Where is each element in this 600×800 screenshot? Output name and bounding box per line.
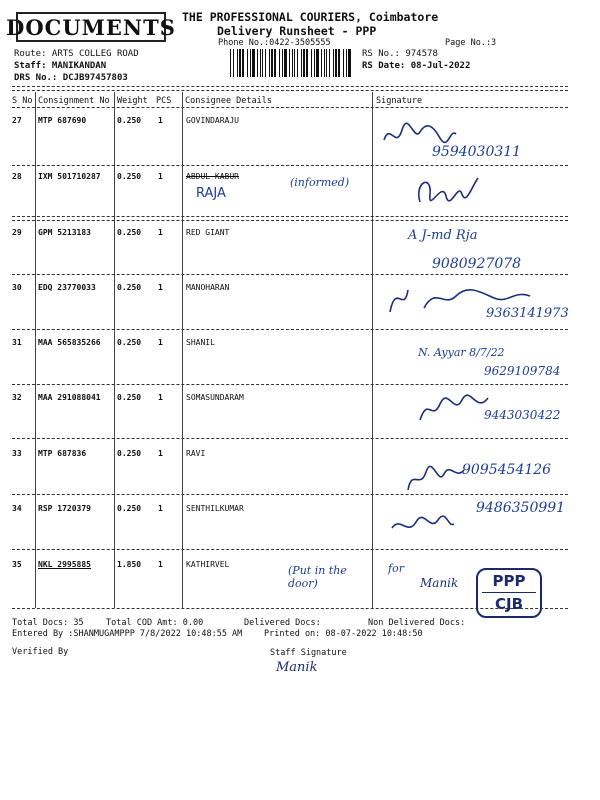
header-bottom-rule	[12, 107, 568, 108]
row-divider	[12, 274, 568, 275]
signature-scribble	[414, 390, 494, 426]
col-header-signature: Signature	[376, 96, 423, 106]
row-divider	[12, 165, 568, 166]
handwritten-name: RAJA	[196, 186, 226, 201]
row-consignment: NKL 2995885	[38, 560, 91, 569]
row-weight: 0.250	[117, 449, 142, 458]
row-weight: 0.250	[117, 116, 142, 125]
table-top-rule	[12, 86, 568, 87]
row-consignee: SHANIL	[186, 338, 215, 347]
handwritten-phone: 9095454126	[462, 462, 552, 478]
row-divider	[12, 329, 568, 330]
row-consignee: RED GIANT	[186, 228, 230, 237]
route-field: Route: ARTS COLLEG ROAD	[14, 49, 139, 59]
row-sno: 30	[12, 283, 22, 292]
table-top-rule-2	[12, 90, 568, 91]
row-consignment: EDQ 23770033	[38, 283, 96, 292]
row-weight: 0.250	[117, 283, 142, 292]
row-pcs: 1	[158, 560, 163, 569]
phone-number: Phone No.:0422-3505555	[218, 38, 331, 48]
handwritten-phone: 9080927078	[432, 256, 522, 272]
row-consignee: SENTHILKUMAR	[186, 504, 244, 513]
row-sno: 31	[12, 338, 22, 347]
row-divider	[12, 220, 568, 221]
col-header-weight: Weight	[117, 96, 148, 106]
row-sno: 32	[12, 393, 22, 402]
row-consignment: IXM 501710287	[38, 172, 101, 181]
staff-signature-label: Staff Signature	[270, 648, 347, 658]
col-divider	[35, 92, 36, 608]
drs-number: DRS No.: DCJB97457803	[14, 73, 128, 83]
handwritten-phone: 9486350991	[476, 500, 566, 516]
row-consignment: MTP 687690	[38, 116, 87, 125]
row-consignment: MAA 565835266	[38, 338, 101, 347]
row-consignment: MAA 291088041	[38, 393, 101, 402]
company-name: THE PROFESSIONAL COURIERS, Coimbatore	[182, 10, 439, 24]
row-consignee: MANOHARAN	[186, 283, 230, 292]
stamp-bottom-text: CJB	[494, 595, 524, 613]
handwritten-phone: 9594030311	[432, 144, 522, 160]
row-pcs: 1	[158, 283, 163, 292]
col-header-consignee: Consignee Details	[185, 96, 272, 106]
row-divider	[12, 549, 568, 550]
row-consignee: SOMASUNDARAM	[186, 393, 244, 402]
page-number: Page No.:3	[445, 38, 497, 48]
handwritten-name: A J-md Rja	[408, 228, 478, 243]
row-weight: 1.850	[117, 560, 142, 569]
total-cod: Total COD Amt: 0.00	[106, 618, 204, 628]
row-weight: 0.250	[117, 393, 142, 402]
handwritten-signature: Manik	[420, 576, 459, 590]
signature-scribble	[412, 172, 482, 212]
company-logo: DOCUMENTS	[16, 12, 166, 42]
rs-date: RS Date: 08-Jul-2022	[362, 61, 471, 71]
row-sno: 29	[12, 228, 22, 237]
row-pcs: 1	[158, 172, 163, 181]
row-consignee: KATHIRVEL	[186, 560, 230, 569]
row-weight: 0.250	[117, 338, 142, 347]
barcode-image	[230, 49, 352, 77]
handwritten-name-date: N. Ayyar 8/7/22	[418, 346, 505, 359]
row-pcs: 1	[158, 228, 163, 237]
stamp-top-text: PPP	[492, 572, 526, 590]
row-pcs: 1	[158, 393, 163, 402]
row-divider	[12, 216, 568, 217]
row-sno: 27	[12, 116, 22, 125]
verified-by: Verified By	[12, 647, 69, 657]
row-divider	[12, 384, 568, 385]
row-weight: 0.250	[117, 504, 142, 513]
total-docs: Total Docs: 35	[12, 618, 84, 628]
row-pcs: 1	[158, 449, 163, 458]
row-consignee: ABDUL KABUR	[186, 172, 239, 181]
staff-field: Staff: MANIKANDAN	[14, 61, 107, 71]
handwritten-note: (informed)	[290, 176, 350, 189]
delivered-docs: Delivered Docs:	[244, 618, 321, 628]
row-divider	[12, 494, 568, 495]
company-stamp	[476, 568, 542, 618]
row-consignee: GOVINDARAJU	[186, 116, 239, 125]
col-header-pcs: PCS	[156, 96, 172, 106]
handwritten-phone: 9629109784	[484, 364, 561, 378]
row-consignee: RAVI	[186, 449, 206, 458]
col-header-sno: S No	[12, 96, 33, 106]
row-pcs: 1	[158, 116, 163, 125]
handwritten-phone: 9363141973	[486, 306, 569, 321]
row-consignment: RSP 1720379	[38, 504, 91, 513]
handwritten-phone: 9443030422	[484, 408, 561, 422]
row-pcs: 1	[158, 338, 163, 347]
signature-scribble	[386, 508, 456, 542]
signature-scribble	[404, 462, 468, 494]
entered-by: Entered By :SHANMUGAMPPP 7/8/2022 10:48:55 AM	[12, 629, 243, 639]
row-divider	[12, 438, 568, 439]
printed-on: Printed on: 08-07-2022 10:48:50	[264, 629, 423, 639]
row-sno: 35	[12, 560, 22, 569]
col-divider	[372, 92, 373, 608]
col-header-consignment: Consignment No	[38, 96, 110, 106]
document-title: Delivery Runsheet - PPP	[217, 24, 377, 38]
row-sno: 34	[12, 504, 22, 513]
non-delivered-docs: Non Delivered Docs:	[368, 618, 466, 628]
col-divider	[114, 92, 115, 608]
handwritten-note: (Put in the door)	[288, 564, 347, 590]
row-weight: 0.250	[117, 172, 142, 181]
row-weight: 0.250	[117, 228, 142, 237]
row-pcs: 1	[158, 504, 163, 513]
handwritten-for: for	[388, 562, 404, 575]
row-sno: 28	[12, 172, 22, 181]
row-consignment: MTP 687836	[38, 449, 87, 458]
row-consignment: GPM 5213183	[38, 228, 91, 237]
rs-number: RS No.: 974578	[362, 49, 438, 59]
staff-signature: Manik	[276, 660, 318, 675]
col-divider	[182, 92, 183, 608]
row-sno: 33	[12, 449, 22, 458]
